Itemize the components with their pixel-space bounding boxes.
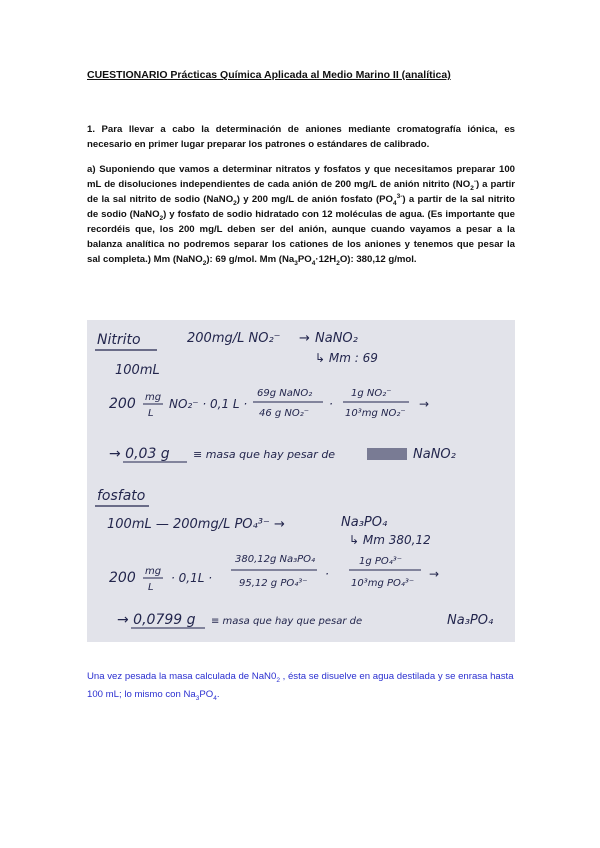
hw-calc2-L: L — [148, 582, 154, 593]
svg-text:·: · — [329, 397, 333, 411]
hw-result-2: → 0,0799 g — [117, 612, 196, 628]
hw-frac1-numerator: 69g NaNO₂ — [257, 388, 313, 399]
hw-fosfato-heading: fosfato — [97, 488, 146, 504]
hw-arrow: → — [299, 331, 310, 346]
hw-frac1b-denominator: 10³mg NO₂⁻ — [345, 408, 406, 419]
hw-result-1: → 0,03 g — [109, 446, 170, 462]
hw-frac1b-numerator: 1g NO₂⁻ — [351, 388, 392, 399]
hw-nitrite-concentration: 200mg/L NO₂⁻ — [187, 331, 281, 346]
svg-text:→: → — [429, 567, 440, 581]
hw-calc1-expression: NO₂⁻ · 0,1 L · — [169, 397, 248, 411]
hw-phosphate-salt: Na₃PO₄ — [341, 515, 388, 530]
handwritten-solution-drawing — [87, 320, 515, 642]
hw-frac2-denominator: 95,12 g PO₄³⁻ — [239, 578, 308, 589]
hw-result-1-text: ≡ masa que hay pesar de — [193, 448, 336, 461]
hw-frac2b-denominator: 10³mg PO₄³⁻ — [351, 578, 415, 589]
svg-text:·: · — [325, 567, 329, 581]
svg-text:→: → — [419, 397, 430, 411]
hw-calc2-expression: · 0,1L · — [171, 571, 213, 585]
hw-nitrite-molar-mass: ↳ Mm : 69 — [315, 351, 378, 365]
hw-result-2-salt: Na₃PO₄ — [447, 613, 494, 628]
hw-calc1-L: L — [148, 408, 154, 419]
question-1-part-a: a) Suponiendo que vamos a determinar nitratos y fosfatos y que necesitamos preparar 100 mL de disoluciones independientes de cada anión de 200 mg/L de anión nitrito $(NO_2^-)$ a partir de la sal nitrito de sodio (NaNO$_2$) y 200 mg/L de anión fosfato $(PO_4^{3-})$ a partir de la sal nitrito de sodio (NaNO$_2$) y fosfato de sodio hidratado con 12 moléculas de agua. (Es importante que recordéis que, los 200 mg/L deben ser del anión, aunque cuando vayamos a pesar a la balanza analítica no podremos separar los cationes de los aniones y tenemos que pesar la sal completa.) Mm (NaNO$_2$): 69 g/mol. Mm $(Na_3PO_4\cdot 12H_2O)$: 380,12 g/mol. — [87, 164, 516, 267]
hw-calc1-value: 200 — [109, 396, 136, 412]
hw-nitrito-heading: Nitrito — [97, 332, 141, 348]
answer-note: Una vez pesada la masa calculada de $NaN0_2$ , ésta se disuelve en agua destilada y se enrasa hasta 100 mL; lo mismo con $Na_3PO_4$. — [87, 671, 514, 702]
hw-result-2-text: ≡ masa que hay que pesar de — [211, 616, 363, 627]
hw-calc1-mg: mg — [145, 392, 162, 403]
hw-volume-1: 100mL — [115, 363, 160, 378]
question-1-intro: 1. Para llevar a cabo la determinación de aniones mediante cromatografía iónica, es necesario en primer lugar preparar los patrones o estándares de calibrado. — [87, 124, 515, 150]
hw-result-1-salt: NaNO₂ — [413, 447, 456, 462]
page-title: CUESTIONARIO Prácticas Química Aplicada al Medio Marino II (analítica) — [87, 69, 451, 81]
hw-volume-2: 100mL — 200mg/L PO₄³⁻ → — [107, 517, 285, 532]
hw-frac1-denominator: 46 g NO₂⁻ — [259, 408, 310, 419]
hw-calc2-mg: mg — [145, 566, 162, 577]
hw-frac2-numerator: 380,12g Na₃PO₄ — [235, 554, 316, 565]
hw-nitrite-salt: NaNO₂ — [315, 331, 358, 346]
hw-phosphate-molar-mass: ↳ Mm 380,12 — [349, 533, 431, 547]
hw-calc2-value: 200 — [109, 570, 136, 586]
handwritten-solution-photo — [87, 320, 515, 642]
hw-frac2b-numerator: 1g PO₄³⁻ — [359, 556, 403, 567]
